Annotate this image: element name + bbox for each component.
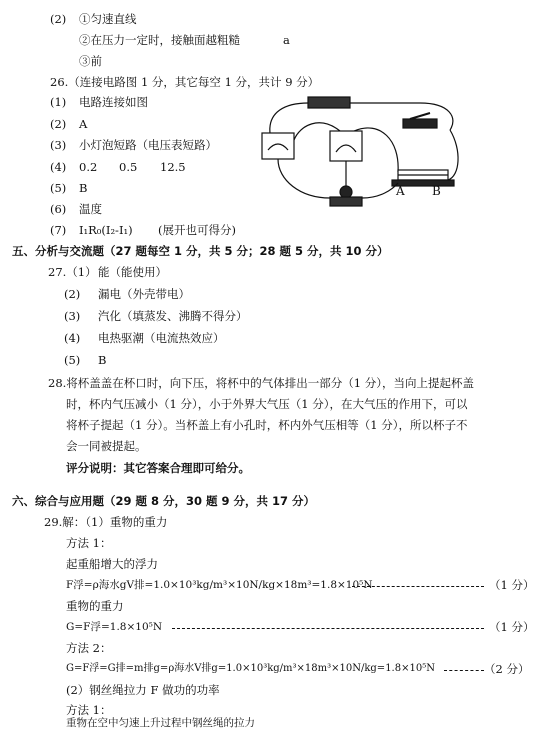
answer-2-2: ②在压力一定时，接触面越粗糙 [79, 33, 240, 47]
formula-weight-2-score: （2 分） [484, 662, 530, 676]
q26-2-num: (2) [50, 117, 67, 131]
weight-desc: 重物的重力 [66, 599, 124, 613]
circuit-label-a: A [396, 184, 405, 198]
q26-4-v1: 0.2 [79, 160, 98, 174]
q26-1-text: 电路连接如图 [79, 95, 148, 109]
q26-6-num: (6) [50, 202, 67, 216]
q27-4-text: 电热驱潮（电流热效应） [98, 331, 225, 345]
q26-7-note: (展开也可得分) [158, 223, 236, 237]
q26-1-num: (1) [50, 95, 67, 109]
formula-weight-2-dash [444, 670, 484, 671]
circuit-label-b: B [432, 184, 441, 198]
formula-weight-score: （1 分） [489, 620, 535, 634]
method-2-label: 方法 2： [66, 641, 112, 655]
q27-5-num: (5) [64, 353, 81, 367]
q26-7-text: I₁R₀(I₂-I₁) [79, 223, 133, 237]
q28-line-1: 28.将杯盖盖在杯口时，向下压，将杯中的气体排出一部分（1 分），当向上提起杯盖 [48, 376, 475, 390]
q27-1-text: 能（能使用） [98, 265, 167, 279]
formula-buoyancy: F浮=ρ海水gV排=1.0×10³kg/m³×10N/kg×18m³=1.8×10⁵N [66, 579, 373, 591]
q26-3-text: 小灯泡短路（电压表短路） [79, 138, 217, 152]
q26-2-text: A [79, 117, 88, 131]
section-5-title: 五、分析与交流题（27 题每空 1 分，共 5 分；28 题 5 分，共 10 分） [12, 244, 389, 258]
scoring-note: 评分说明：其它答案合理即可给分。 [66, 461, 250, 475]
q28-line-3: 将杯子提起（1 分）。当杯盖上有小孔时，杯内外气压相等（1 分），所以杯子不 [66, 418, 468, 432]
q26-4-v3: 12.5 [160, 160, 186, 174]
q28-line-4: 会一同被提起。 [66, 439, 147, 453]
method-1-label: 方法 1： [66, 536, 112, 550]
formula-weight-dash [172, 628, 484, 629]
q27-4-num: (4) [64, 331, 81, 345]
formula-weight: G=F浮=1.8×10⁵N [66, 621, 163, 633]
q26-4-num: (4) [50, 160, 67, 174]
method-1-desc: 起重船增大的浮力 [66, 557, 158, 571]
answer-2-num: (2) [50, 12, 67, 26]
q26-3-num: (3) [50, 138, 67, 152]
q28-line-2: 时，杯内气压减小（1 分），小于外界大气压（1 分），在大气压的作用下，可以 [66, 397, 468, 411]
answer-2-3: ③前 [79, 54, 102, 68]
q27-5-text: B [98, 353, 107, 367]
q27-2-text: 漏电（外壳带电） [98, 287, 190, 301]
pull-desc: 重物在空中匀速上升过程中钢丝绳的拉力 [66, 717, 255, 729]
section-6-title: 六、综合与应用题（29 题 8 分，30 题 9 分，共 17 分） [12, 494, 316, 508]
q27-3-text: 汽化（填蒸发、沸腾不得分） [98, 309, 248, 323]
q26-7-num: (7) [50, 223, 67, 237]
q27-2-num: (2) [64, 287, 81, 301]
q26-header: 26.（连接电路图 1 分，其它每空 1 分，共计 9 分） [50, 75, 320, 89]
q26-5-text: B [79, 181, 88, 195]
answer-2-2-choice: a [283, 33, 290, 47]
q26-5-num: (5) [50, 181, 67, 195]
q27-3-num: (3) [64, 309, 81, 323]
q26-4-v2: 0.5 [119, 160, 138, 174]
formula-buoyancy-dash [352, 586, 484, 587]
formula-weight-2: G=F浮=G排=m排g=ρ海水V排g=1.0×10³kg/m³×18m³×10N/kg=1.8×10⁵N [66, 663, 435, 674]
q26-6-text: 温度 [79, 202, 102, 216]
answer-2-1: ①匀速直线 [79, 12, 137, 26]
method-3-label: 方法 1： [66, 703, 112, 717]
q27-num: 27.（1） [48, 265, 97, 279]
q29-head: 29.解：（1）重物的重力 [44, 515, 168, 529]
part-2-head: (2）钢丝绳拉力 F 做功的功率 [66, 683, 220, 697]
formula-buoyancy-score: （1 分） [489, 578, 535, 592]
